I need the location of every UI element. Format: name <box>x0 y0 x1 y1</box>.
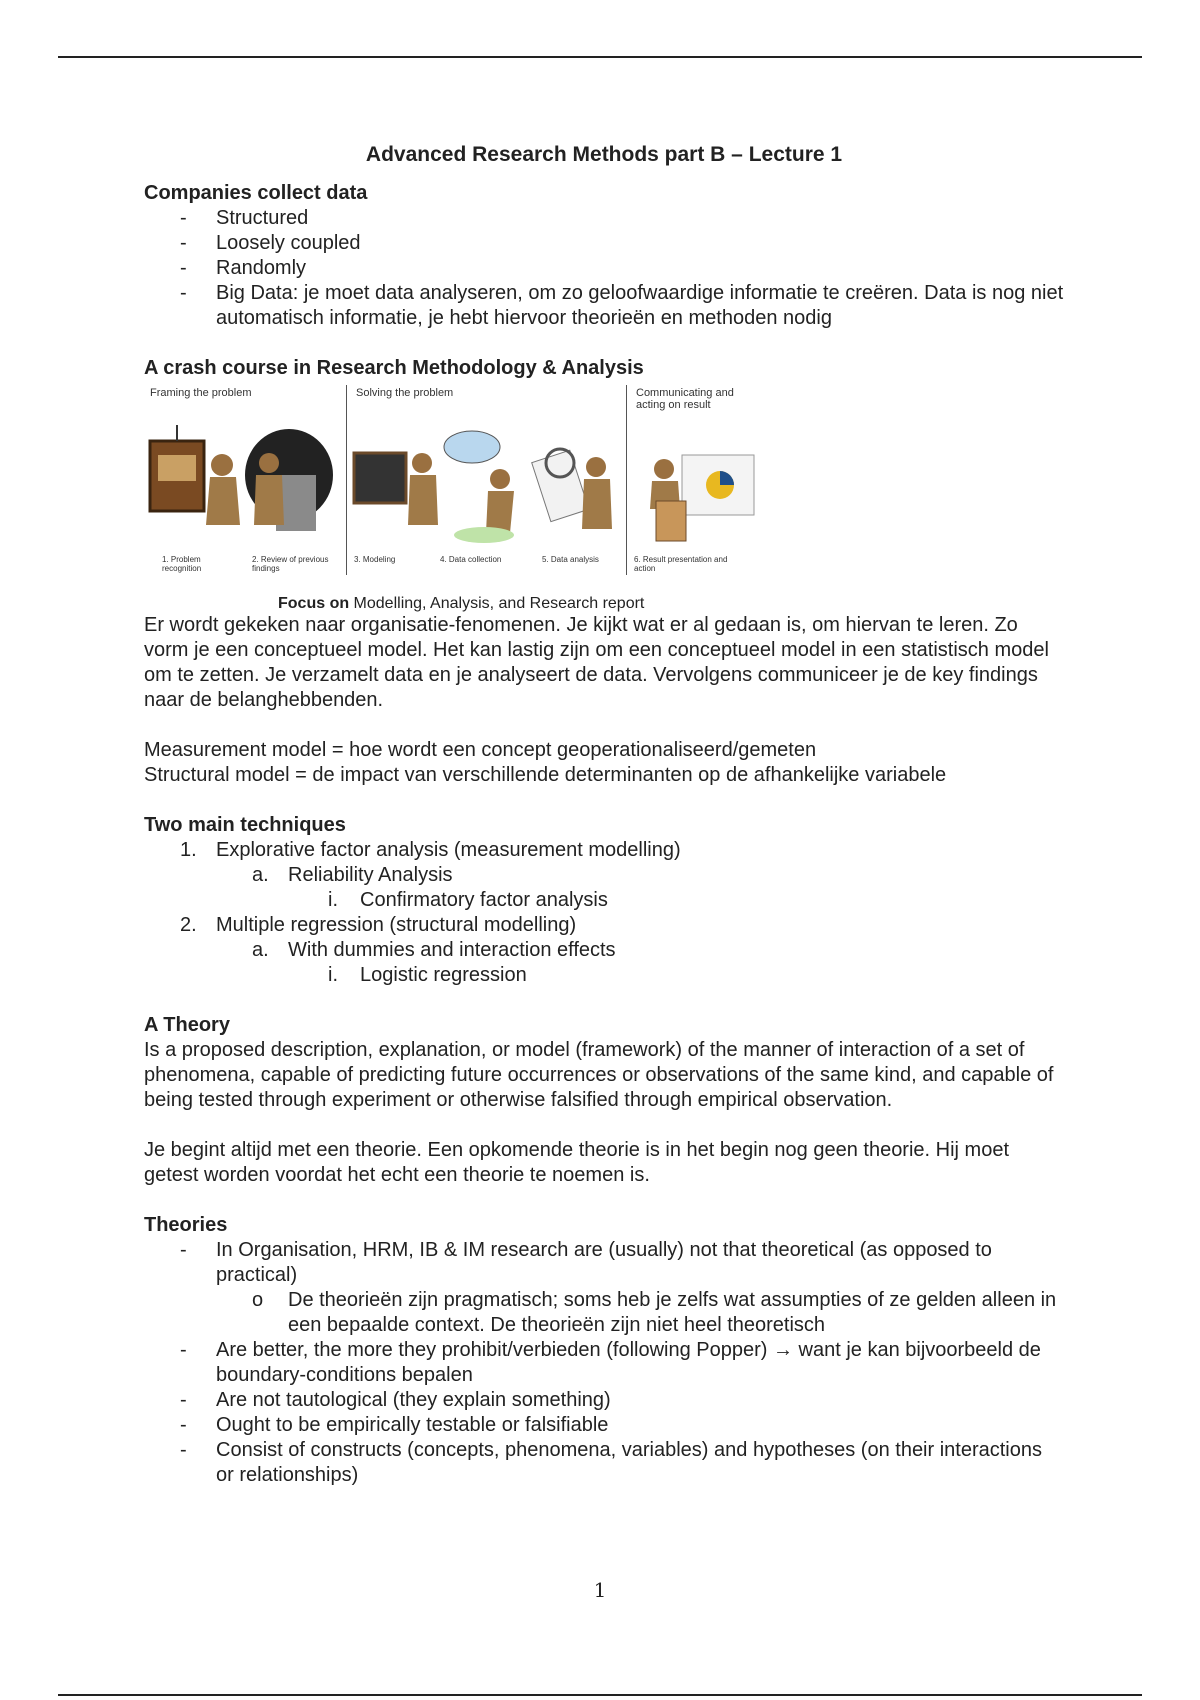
list-item: - Consist of constructs (concepts, phenomena, variables) and hypotheses (on their interactions or relationships) <box>180 1439 1042 1486</box>
list-item: a. With dummies and interaction effects <box>252 939 616 961</box>
list-item: o De theorieën zijn pragmatisch; soms heb je zelfs wat assumpties of ze gelden alleen in een bepaalde context. De theorieën zijn niet heel theoretisch <box>252 1289 1057 1336</box>
heading-theories: Theories <box>144 1214 228 1236</box>
structural-model-definition: Structural model = de impact van verschillende determinanten op de afhankelijke variabele <box>144 764 947 786</box>
list-item: - Structured <box>180 207 309 229</box>
detective-illustration-icon <box>144 405 342 565</box>
research-process-paragraph: Er wordt gekeken naar organisatie-fenomenen. Je kijkt wat er al gedaan is, om hiervan te leren. Zo vorm je een conceptueel model. Het kan lastig zijn om een conceptueel model in een statistisch model om te zetten. Je verzamelt data en je analyseert de data. Vervolgens communiceer je de key findings naar de belanghebbenden. <box>144 614 1049 711</box>
panel-framing: Framing the problem 1. Problem recognition 2. Review of previous findings <box>144 385 342 583</box>
list-item: - Are not tautological (they explain something) <box>180 1389 611 1411</box>
list-item: - Ought to be empirically testable or falsifiable <box>180 1414 609 1436</box>
list-item: i. Confirmatory factor analysis <box>328 889 608 911</box>
panel-communicating: Communicating and acting on result 6. Result presentation and action <box>630 385 760 583</box>
heading-companies-collect-data: Companies collect data <box>144 182 368 204</box>
theory-definition-paragraph: Is a proposed description, explanation, or model (framework) of the manner of interaction of a set of phenomena, capable of predicting future occurrences or observations of the same kind, and capable of being tested through experiment or otherwise falsified through empirical observation. <box>144 1039 1054 1111</box>
figure-caption: Focus on Modelling, Analysis, and Research report <box>278 595 645 612</box>
panel-solving: Solving the problem 3. Modeling 4. Data collection 5. Data analysis <box>350 385 622 583</box>
list-item: - Are better, the more they prohibit/verbieden (following Popper) → want je kan bijvoorbeeld de boundary-conditions bepalen <box>180 1339 1041 1386</box>
data-collection-list <box>144 206 1064 331</box>
detective-illustration-icon <box>350 405 622 565</box>
header-rule <box>58 56 1142 58</box>
heading-crash-course: A crash course in Research Methodology & Analysis <box>144 357 644 379</box>
list-item: - Randomly <box>180 257 307 279</box>
page-number: 1 <box>593 1578 607 1602</box>
footer-rule <box>58 1694 1142 1696</box>
heading-two-main-techniques: Two main techniques <box>144 814 346 836</box>
list-item: - Big Data: je moet data analyseren, om zo geloofwaardige informatie te creëren. Data is nog niet automatisch informatie, je hebt hiervoor theorieën en methoden nodig <box>180 282 1064 329</box>
research-process-figure <box>144 385 764 585</box>
panel-divider <box>346 385 347 575</box>
heading-a-theory: A Theory <box>144 1014 230 1036</box>
list-item: 1. Explorative factor analysis (measurement modelling) <box>180 839 681 861</box>
list-item: a. Reliability Analysis <box>252 864 453 886</box>
theories-list <box>144 1238 1064 1488</box>
document-page <box>144 142 1064 1488</box>
theory-note-paragraph: Je begint altijd met een theorie. Een opkomende theorie is in het begin nog geen theorie. Hij moet getest worden voordat het echt een theorie te noemen is. <box>144 1139 1009 1186</box>
document-title: Advanced Research Methods part B – Lecture 1 <box>365 143 843 166</box>
list-item: - In Organisation, HRM, IB & IM research are (usually) not that theoretical (as opposed to practical) <box>180 1239 992 1286</box>
measurement-model-definition: Measurement model = hoe wordt een concept geoperationaliseerd/gemeten <box>144 739 817 761</box>
panel-divider <box>626 385 627 575</box>
presentation-illustration-icon <box>630 405 760 565</box>
list-item: - Loosely coupled <box>180 232 361 254</box>
list-item: i. Logistic regression <box>328 964 527 986</box>
techniques-list <box>144 838 1064 988</box>
list-item: 2. Multiple regression (structural modelling) <box>180 914 577 936</box>
